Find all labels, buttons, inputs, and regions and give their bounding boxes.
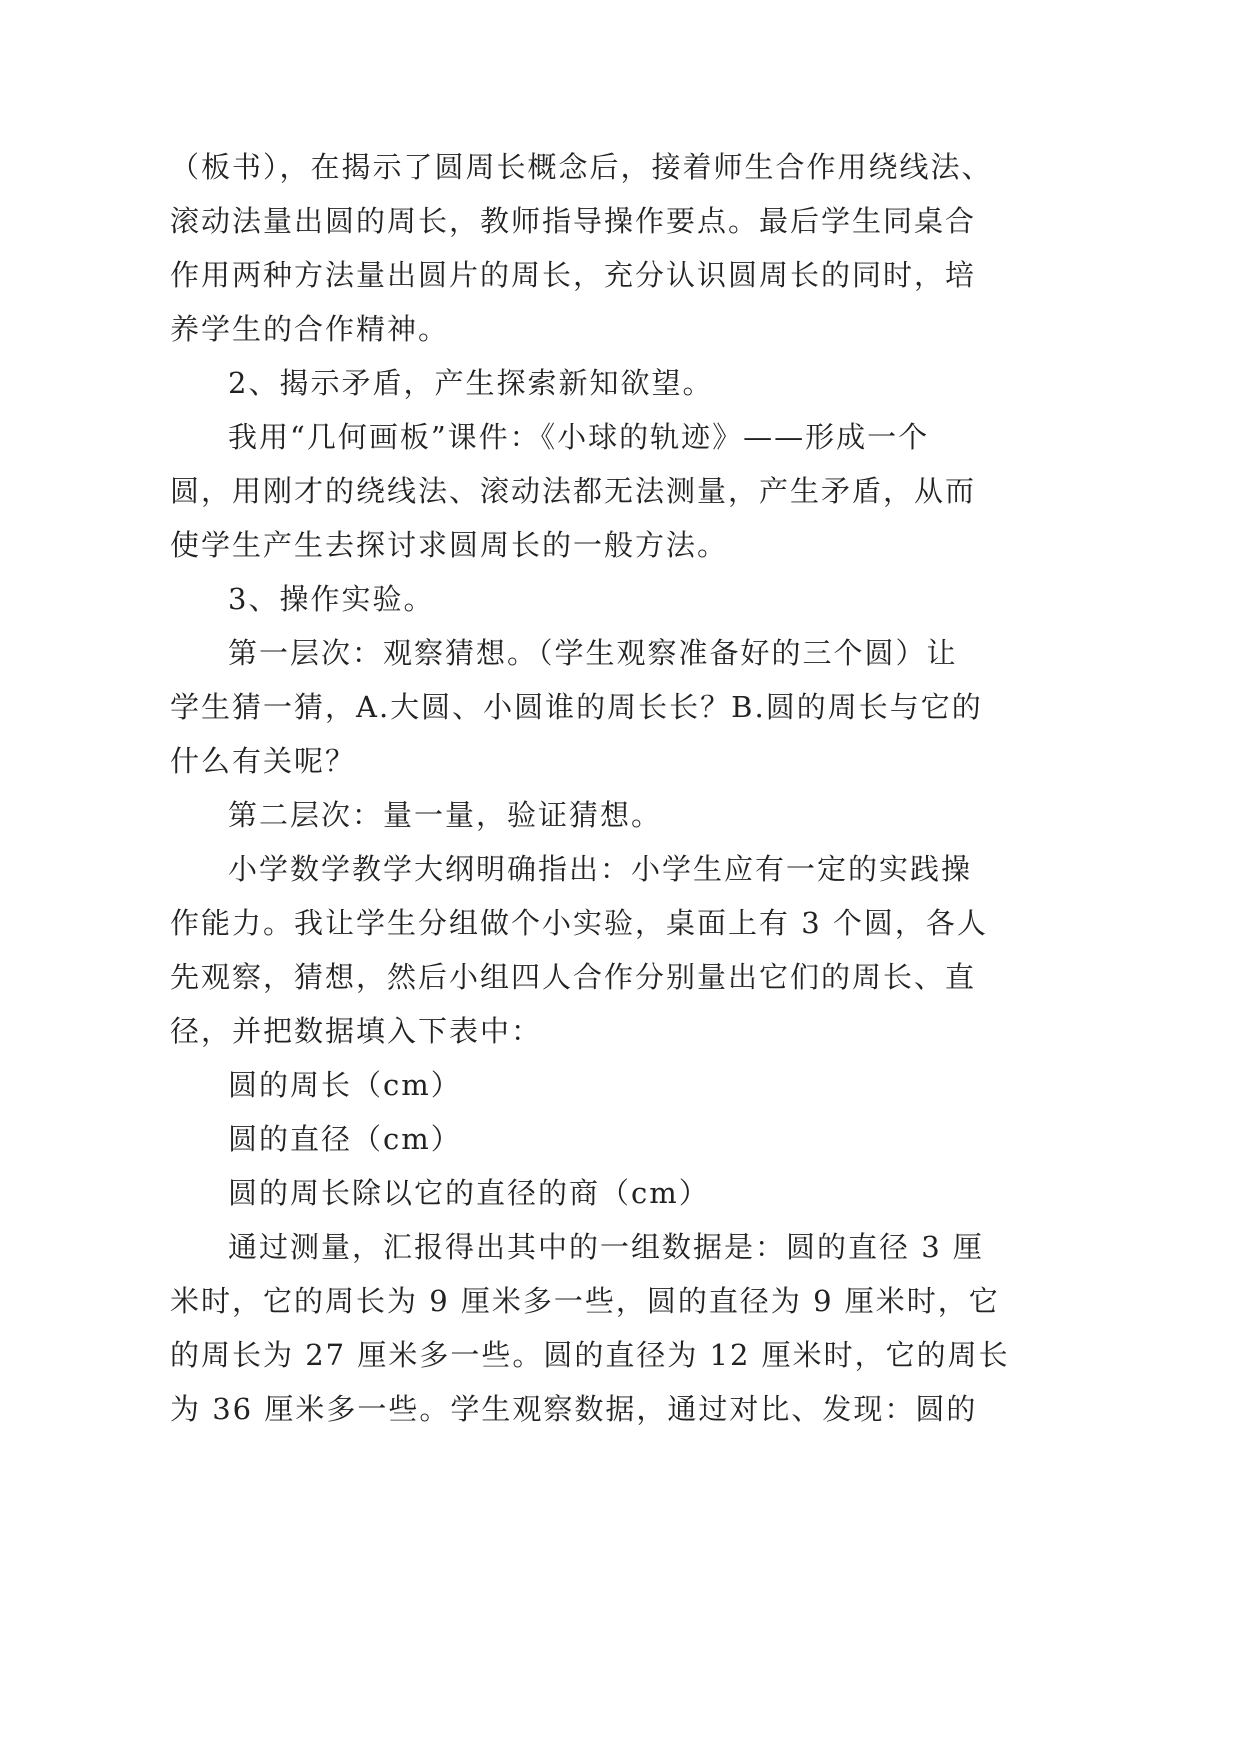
text-line: 通过测量，汇报得出其中的一组数据是：圆的直径 3 厘	[228, 1230, 984, 1264]
text-line: 小学数学教学大纲明确指出：小学生应有一定的实践操	[228, 852, 973, 886]
text-line: 养学生的合作精神。	[170, 312, 450, 346]
text-line: 我用“几何画板”课件：《小球的轨迹》——形成一个	[228, 420, 930, 454]
text-line: 滚动法量出圆的周长，教师指导操作要点。最后学生同桌合	[170, 204, 977, 238]
text-line: 为 36 厘米多一些。学生观察数据，通过对比、发现：圆的	[170, 1392, 978, 1426]
text-line: 圆的周长（cm）	[228, 1068, 462, 1102]
text-line: 学生猜一猜，A.大圆、小圆谁的周长长？B.圆的周长与它的	[170, 690, 983, 724]
text-line: 先观察，猜想，然后小组四人合作分别量出它们的周长、直	[170, 960, 977, 994]
text-line: 3、操作实验。	[228, 582, 435, 616]
text-line: 的周长为 27 厘米多一些。圆的直径为 12 厘米时，它的周长	[170, 1338, 1010, 1372]
text-line: 圆的周长除以它的直径的商（cm）	[228, 1176, 710, 1210]
text-line: 圆的直径（cm）	[228, 1122, 462, 1156]
text-line: 作用两种方法量出圆片的周长，充分认识圆周长的同时，培	[170, 258, 977, 292]
text-line: 什么有关呢？	[170, 744, 357, 778]
text-line: 径，并把数据填入下表中：	[170, 1014, 543, 1048]
text-line: 使学生产生去探讨求圆周长的一般方法。	[170, 528, 729, 562]
text-line: 2、揭示矛盾，产生探索新知欲望。	[228, 366, 714, 400]
text-line: 作能力。我让学生分组做个小实验，桌面上有 3 个圆，各人	[170, 906, 988, 940]
text-line: 第一层次：观察猜想。（学生观察准备好的三个圆）让	[228, 636, 958, 670]
text-line: 圆，用刚才的绕线法、滚动法都无法测量，产生矛盾，从而	[170, 474, 977, 508]
text-line: 第二层次：量一量，验证猜想。	[228, 798, 663, 832]
text-line: 米时，它的周长为 9 厘米多一些，圆的直径为 9 厘米时，它	[170, 1284, 1000, 1318]
text-line: （板书），在揭示了圆周长概念后，接着师生合作用绕线法、	[170, 150, 993, 184]
